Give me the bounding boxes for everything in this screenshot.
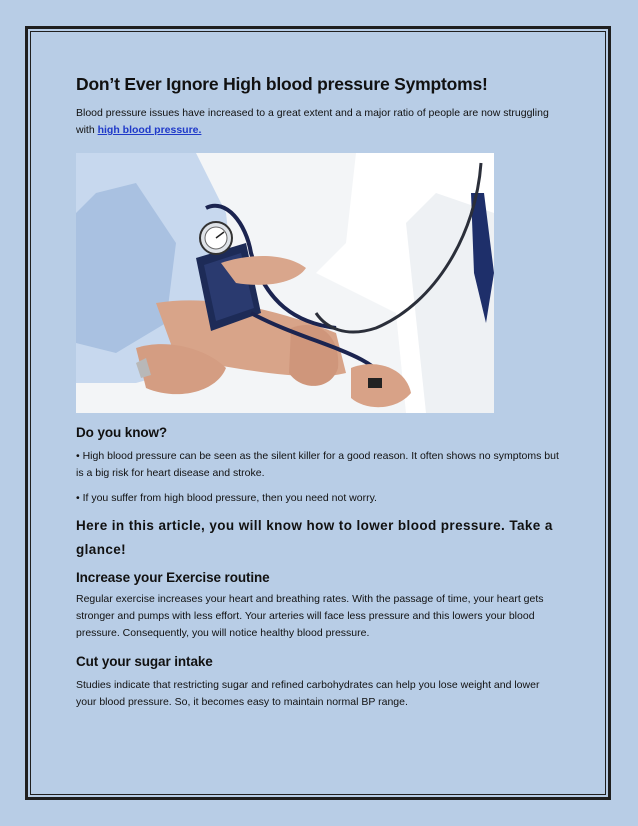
bullet-1 bbox=[76, 448, 566, 482]
intro-paragraph bbox=[76, 105, 566, 139]
page-title: Don’t Ever Ignore High blood pressure Symptoms! bbox=[76, 74, 488, 94]
bullet-2: • If you suffer from high blood pressure, then you need not worry. bbox=[76, 492, 377, 504]
blood-pressure-photo-icon bbox=[76, 153, 494, 413]
sugar-paragraph bbox=[76, 677, 566, 711]
intro-line-1: Blood pressure issues have increased to a great extent and a major ratio of people are now struggling bbox=[76, 107, 549, 119]
article-heading-line-2: glance! bbox=[76, 542, 127, 557]
exercise-line-1: Regular exercise increases your heart and breathing rates. With the passage of time, your heart gets bbox=[76, 593, 544, 605]
bullet-1-line-2: is a big risk for heart disease and stroke. bbox=[76, 467, 265, 479]
article-heading-line-1: Here in this article, you will know how to lower blood pressure. Take a bbox=[76, 518, 553, 533]
exercise-line-2: stronger and pumps with less effort. Your arteries will face less pressure and this lowers your blood bbox=[76, 610, 535, 622]
intro-line-2-prefix: with bbox=[76, 124, 98, 136]
high-blood-pressure-link[interactable]: high blood pressure. bbox=[97, 124, 202, 136]
exercise-line-3: pressure. Consequently, you will notice healthy blood pressure. bbox=[76, 627, 370, 639]
exercise-paragraph bbox=[76, 591, 566, 642]
sugar-line-1: Studies indicate that restricting sugar and refined carbohydrates can help you lose weight and lower bbox=[76, 679, 540, 691]
section-heading-sugar: Cut your sugar intake bbox=[76, 654, 213, 669]
bullet-1-line-1: • High blood pressure can be seen as the silent killer for a good reason. It often shows no symptoms but bbox=[76, 450, 559, 462]
section-heading-do-you-know: Do you know? bbox=[76, 425, 168, 440]
section-heading-exercise: Increase your Exercise routine bbox=[76, 570, 270, 585]
article-heading bbox=[76, 514, 566, 562]
document-body bbox=[76, 74, 566, 711]
blood-pressure-photo bbox=[76, 153, 494, 413]
sugar-line-2: your blood pressure. So, it becomes easy to maintain normal BP range. bbox=[76, 696, 408, 708]
